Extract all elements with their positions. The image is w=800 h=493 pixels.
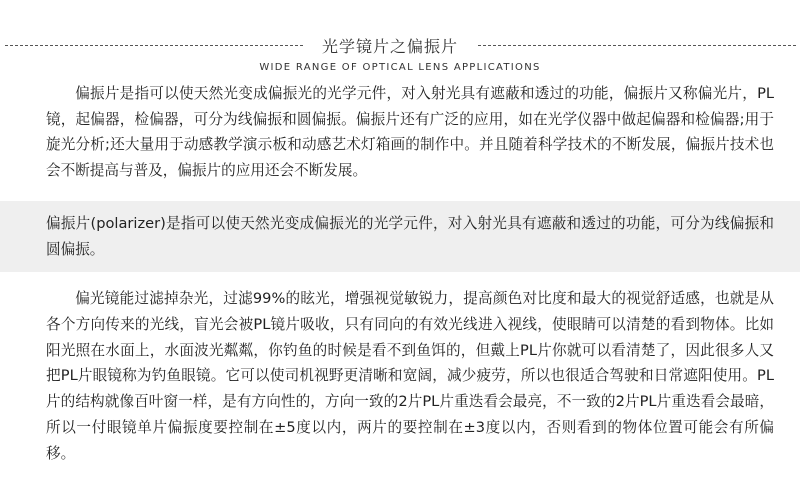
section-subtitle: WIDE RANGE OF OPTICAL LENS APPLICATIONS: [259, 62, 541, 73]
intro-paragraph: 偏振片是指可以使天然光变成偏振光的光学元件，对入射光具有遮蔽和透过的功能，偏振片又称偏光片，PL镜，起偏器，检偏器，可分为线偏振和圆偏振。偏振片还有广泛的应用，如在光学仪器中做起偏器和检偏器;用于旋光分析;还大量用于动感教学演示板和动感艺术灯箱画的制作中。并且随着科学技术的不断发展，偏振片技术也会不断提高与普及，偏振片的应用还会不断发展。: [46, 85, 774, 179]
highlight-paragraph: 偏振片(polarizer)是指可以使天然光变成偏振光的光学元件，对入射光具有遮蔽和透过的功能，可分为线偏振和圆偏振。: [46, 215, 774, 258]
header-divider-right: [478, 45, 796, 46]
details-paragraph: 偏光镜能过滤掉杂光，过滤99%的眩光，增强视觉敏锐力，提高颜色对比度和最大的视觉舒适感，也就是从各个方向传来的光线，盲光会被PL镜片吸收，只有同向的有效光线进入视线，使眼睛可以清楚的看到物体。比如阳光照在水面上，水面波光粼粼，你钓鱼的时候是看不到鱼饵的，但戴上PL片你就可以看清楚了，因此很多人又把PL片眼镜称为钓鱼眼镜。它可以使司机视野更清晰和宽阔，减少疲劳，所以也很适合驾驶和日常遮阳使用。PL片的结构就像百叶窗一样，是有方向性的，方向一致的2片PL片重迭看会最亮，不一致的2片PL片重迭看会最暗，所以一付眼镜单片偏振度要控制在±5度以内，两片的要控制在±3度以内，否则看到的物体位置可能会有所偏移。: [46, 290, 774, 462]
highlight-band: [0, 201, 800, 272]
section-header: [0, 30, 800, 80]
header-divider-left: [5, 45, 303, 46]
section-title: 光学镜片之偏振片: [321, 37, 458, 56]
